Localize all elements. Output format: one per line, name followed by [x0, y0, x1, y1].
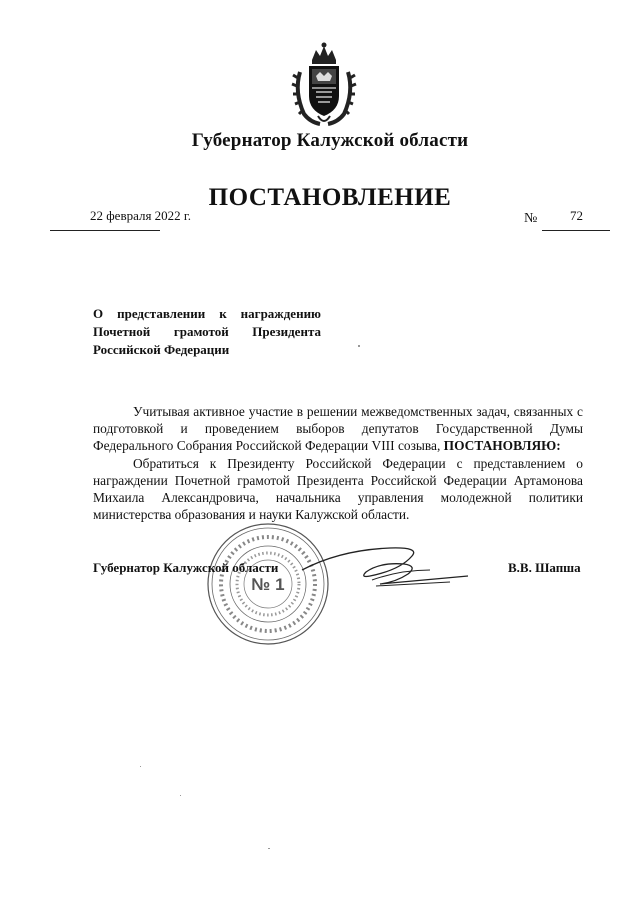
resolution-keyword: ПОСТАНОВЛЯЮ: — [443, 438, 561, 454]
number-underline — [542, 230, 610, 231]
document-body — [93, 403, 583, 523]
subject-line-3: Российской Федерации — [93, 342, 230, 357]
body-paragraph-1 — [93, 403, 583, 455]
date-underline — [50, 230, 160, 231]
handwritten-signature-icon — [300, 540, 470, 594]
scan-speck — [358, 345, 360, 347]
signatory-name: В.В. Шапша — [508, 560, 581, 575]
kaluga-coat-of-arms-icon — [290, 42, 358, 128]
body-paragraph-2: Обратиться к Президенту Российской Федерации с представлением о награждении Почетной грамотой Президента Российской Федерации Артамонова Михаила Александровича, начальника управления молодежной политики министерства образования и науки Калужской области. — [93, 455, 583, 523]
document-subject — [93, 305, 321, 359]
stamp-number: № 1 — [251, 575, 285, 594]
document-date: 22 февраля 2022 г. — [90, 208, 192, 223]
number-sign: № — [524, 211, 538, 226]
signatory-position: Губернатор Калужской области — [93, 560, 279, 575]
paragraph-1-text: Учитывая активное участие в решении межведомственных задач, связанных с подготовкой и проведением выборов депутатов Государственной Думы Федерального Собрания Российской Федерации VIII созыва, — [93, 404, 583, 454]
scan-speck — [140, 766, 141, 767]
scan-speck — [268, 848, 270, 849]
subject-line-1: О представлении к награждению — [93, 306, 321, 321]
subject-line-2: Почетной грамотой Президента — [93, 324, 321, 339]
document-type-heading: ПОСТАНОВЛЕНИЕ — [208, 184, 452, 211]
scan-speck — [180, 795, 181, 796]
org-title: Губернатор Калужской области — [191, 130, 469, 151]
document-number-field — [524, 208, 610, 232]
document-date-field — [50, 208, 194, 232]
document-number: 72 — [570, 208, 583, 223]
